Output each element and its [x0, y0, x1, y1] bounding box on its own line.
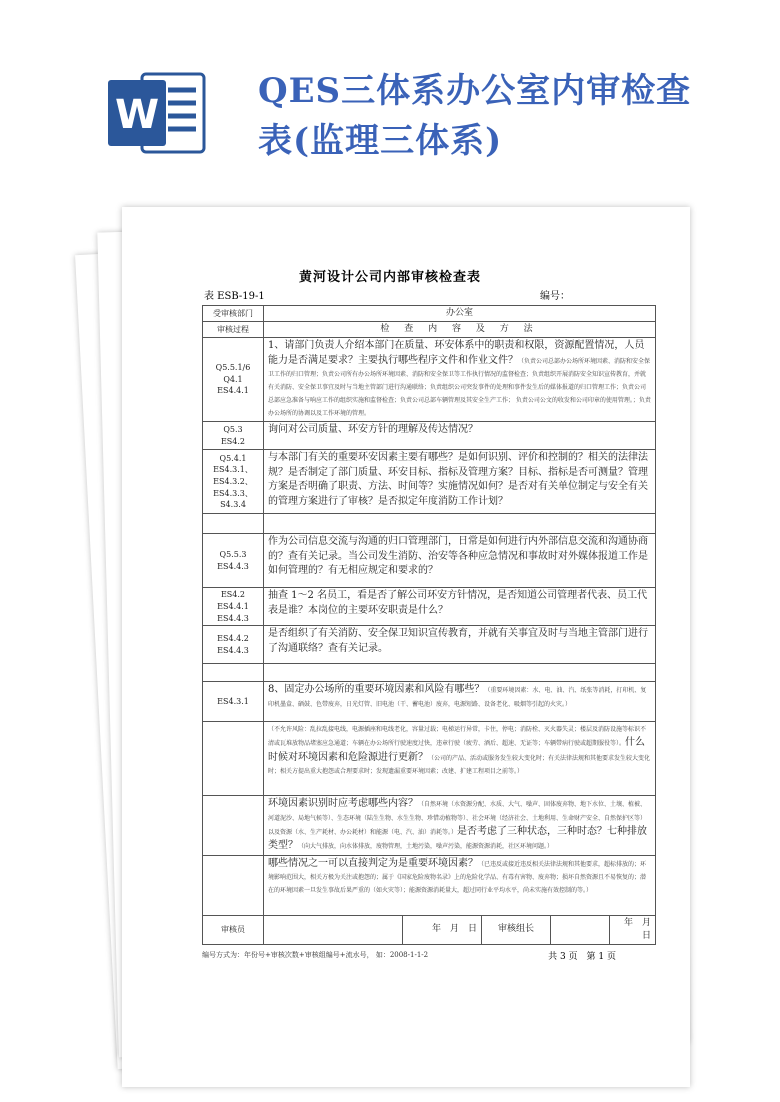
- form-body: [202, 305, 661, 962]
- content-question: 询问对公司质量、环安方针的理解及传达情况？: [268, 424, 478, 436]
- leader-label: 审核组长: [482, 916, 551, 944]
- content-note: （重要环境因素：水、电、油、汽、纸张等消耗，打印机、复印机墨盒、硒鼓、色带废弃，日光灯管、旧电池（干、蓄电池）废弃，电源短路、设备老化、吸烟等引起的火灾。）: [268, 687, 647, 708]
- content-question: 1、请部门负责人介绍本部门在质量、环安体系中的职责和权限，资源配置情况，人员能力是否满足要求？主要执行哪些程序文件和作业文件？: [268, 340, 645, 366]
- check-content: [264, 722, 656, 796]
- clause-ref: Q5.3 ES4.2: [203, 422, 264, 450]
- check-content: [264, 514, 656, 534]
- content-note: （负责公司总部办公场所环境因素、消防和安全保卫工作的归口管理；负责公司所有办公场所环境因素、消防和安全保卫等工作执行情况的监督检查；负责组织开展消防安全知识宣传教育，并就有关消防、安全保卫事宜及时与当地主管部门进行沟通联络；负责组织公司突发事件的处理和事件发生后的媒体报道的归口管理工作；负责公司总部应急准备与响应工作的组织实施和监督检查；负责公司总部车辆管理及其安全生产工作； 负责公司公文的收发和公司印章的使用管理。；负责办公场所的协调以及工作环境的管理。: [268, 357, 651, 418]
- table-row: [203, 422, 656, 450]
- check-content: [264, 682, 656, 722]
- clause-ref: Q5.5.1/6 Q4.1 ES4.4.1: [203, 338, 264, 422]
- check-content: [264, 534, 656, 588]
- svg-text:W: W: [114, 92, 160, 138]
- document-title: QES三体系办公室内审检查表(监理三体系): [258, 71, 692, 161]
- content-note: （已违反或接近违反相关法律法规和其他要求，超标排放的；环境影响范围大，相关方极为关注或抱怨的；属于《国家危险废物名录》上的危险化学品、有毒有害物、废弃物；损坏自然资源且不易恢复的；潜在的环境因素一旦发生事故后果严重的（如火灾等）；能源资源消耗量大，超过同行业平均水平，尚未实施有效控制的等。）: [268, 860, 647, 895]
- content-note: （公司的产品、活动或服务发生较大变化时；有关法律法规和其他要求发生较大变化时；相关方提出重大抱怨或合理要求时；发现遗漏重要环境因素；改建、扩建工程项目之前等。）: [268, 754, 651, 776]
- check-content: [264, 664, 656, 682]
- auditor-date: 年 月 日: [403, 916, 482, 944]
- form-footer: [202, 949, 656, 962]
- table-row: [203, 722, 656, 796]
- check-content: [264, 450, 656, 514]
- content-question: 与本部门有关的重要环安因素主要有哪些？是如何识别、评价和控制的？相关的法律法规？是否制定了部门质量、环安目标、指标及管理方案？目标、指标是否可测量？管理方案是否明确了职责、方法、时间等？实施情况如何？是否对有关单位制定与安全有关的管理方案进行了审核？是否拟定年度消防工作计划？: [268, 452, 648, 507]
- content-question: 哪些情况之一可以直接判定为是重要环境因素？: [268, 857, 478, 869]
- table-row: [203, 514, 656, 534]
- table-row: [203, 450, 656, 514]
- auditor-label: 审核员: [203, 915, 264, 944]
- check-content: [264, 422, 656, 450]
- content-question: 什么时候对环境因素和危险源进行更新？: [268, 737, 646, 763]
- content-note: （自然环境（水资源分配、水质、大气、噪声、固体废弃物、地下水位、土壤、植被、河道泥沙、局地气候等）、生态环境（陆生生物、水生生物、珍惜动植物等）、社会环境（经济社会、土地利用、生命财产安全、自然保护区等）以及资源（水、生产耗材、办公耗材）和能源（电、汽、油）消耗等。）: [268, 801, 647, 836]
- check-content: [264, 626, 656, 664]
- clause-ref: ES4.3.1: [203, 682, 264, 722]
- leader-signature: [551, 916, 610, 944]
- check-content: [264, 338, 656, 422]
- clause-ref: Q5.5.3 ES4.4.3: [203, 534, 264, 588]
- table-row: [203, 682, 656, 722]
- table-row: [203, 796, 656, 856]
- table-row: [203, 626, 656, 664]
- clause-ref: [203, 664, 264, 682]
- table-row: [203, 534, 656, 588]
- clause-ref: [203, 722, 264, 796]
- table-row: [203, 338, 656, 422]
- check-content: [264, 855, 656, 915]
- form-title: 黄河设计公司内部审核检查表: [298, 270, 481, 285]
- form-number: 表 ESB-19-1: [204, 291, 265, 302]
- content-question: 8、固定办公场所的重要环境因素和风险有哪些？: [268, 684, 485, 696]
- clause-ref: Q5.4.1 ES4.3.1、 ES4.3.2、 ES4.3.3、 S4.3.4: [203, 450, 264, 514]
- content-note: （不允许风险：乱拉乱接电线，电源插座和电线老化，容量过载；电梯运行异常，卡住，停电；消防栓、灭火器失灵；楼层及消防设施等标识不清或瓦堆放物品堵塞应急通道；车辆在办公场所行驶速度过快，违章行驶（疲劳、酒后、超速、无证等；车辆带病行驶或超期服役等）。: [268, 726, 647, 748]
- table-row: [203, 855, 656, 915]
- content-question: 作为公司信息交流与沟通的归口管理部门，日常是如何进行内外部信息交流和沟通协商的？查有关记录。当公司发生消防、治安等各种应急情况和事故时对外媒体报道工作是如何管理的？有无相应规定和要求的？: [268, 536, 648, 577]
- leader-date: 年 月 日: [623, 917, 661, 941]
- serial-number-label: 编号：: [540, 291, 570, 302]
- table-row: [203, 664, 656, 682]
- method-label: 检 查 内 容 及 方 法: [264, 322, 656, 338]
- process-label: 审核过程: [203, 322, 264, 338]
- clause-ref: [203, 514, 264, 534]
- check-content: [264, 588, 656, 626]
- auditor-signature: [264, 916, 403, 944]
- content-question: 是否考虑了三种状态，三种时态？七种排放类型？: [268, 825, 648, 852]
- clause-ref: [203, 855, 264, 915]
- content-question: 抽查 1～2 名员工，看是否了解公司环安方针情况，是否知道公司管理者代表、员工代表是谁？本岗位的主要环安职责是什么？: [268, 590, 648, 616]
- audit-checklist-table: [202, 305, 661, 945]
- clause-ref: ES4.2 ES4.4.1 ES4.4.3: [203, 588, 264, 626]
- content-note: （向大气排放，向水体排放，废物管理，土地污染，噪声污染，能源资源消耗，社区环境问题。）: [298, 843, 554, 851]
- content-question: 环境因素识别时应考虑哪些内容？: [268, 798, 418, 810]
- dept-label: 受审核部门: [203, 306, 264, 322]
- numbering-note: 编号方式为：年份号+审核次数+审核组编号+流水号， 如：2008-1-1-2: [202, 951, 429, 960]
- word-document-icon: [108, 70, 208, 156]
- dept-value: 办公室: [264, 306, 656, 322]
- table-row: [203, 588, 656, 626]
- content-question: 是否组织了有关消防、安全保卫知识宣传教育，并就有关事宜及时与当地主管部门进行了沟通联络？查有关记录。: [268, 628, 648, 654]
- page-info: 共 3 页 第 1 页: [548, 951, 616, 962]
- check-content: [264, 796, 656, 856]
- clause-ref: ES4.4.2 ES4.4.3: [203, 626, 264, 664]
- clause-ref: [203, 796, 264, 856]
